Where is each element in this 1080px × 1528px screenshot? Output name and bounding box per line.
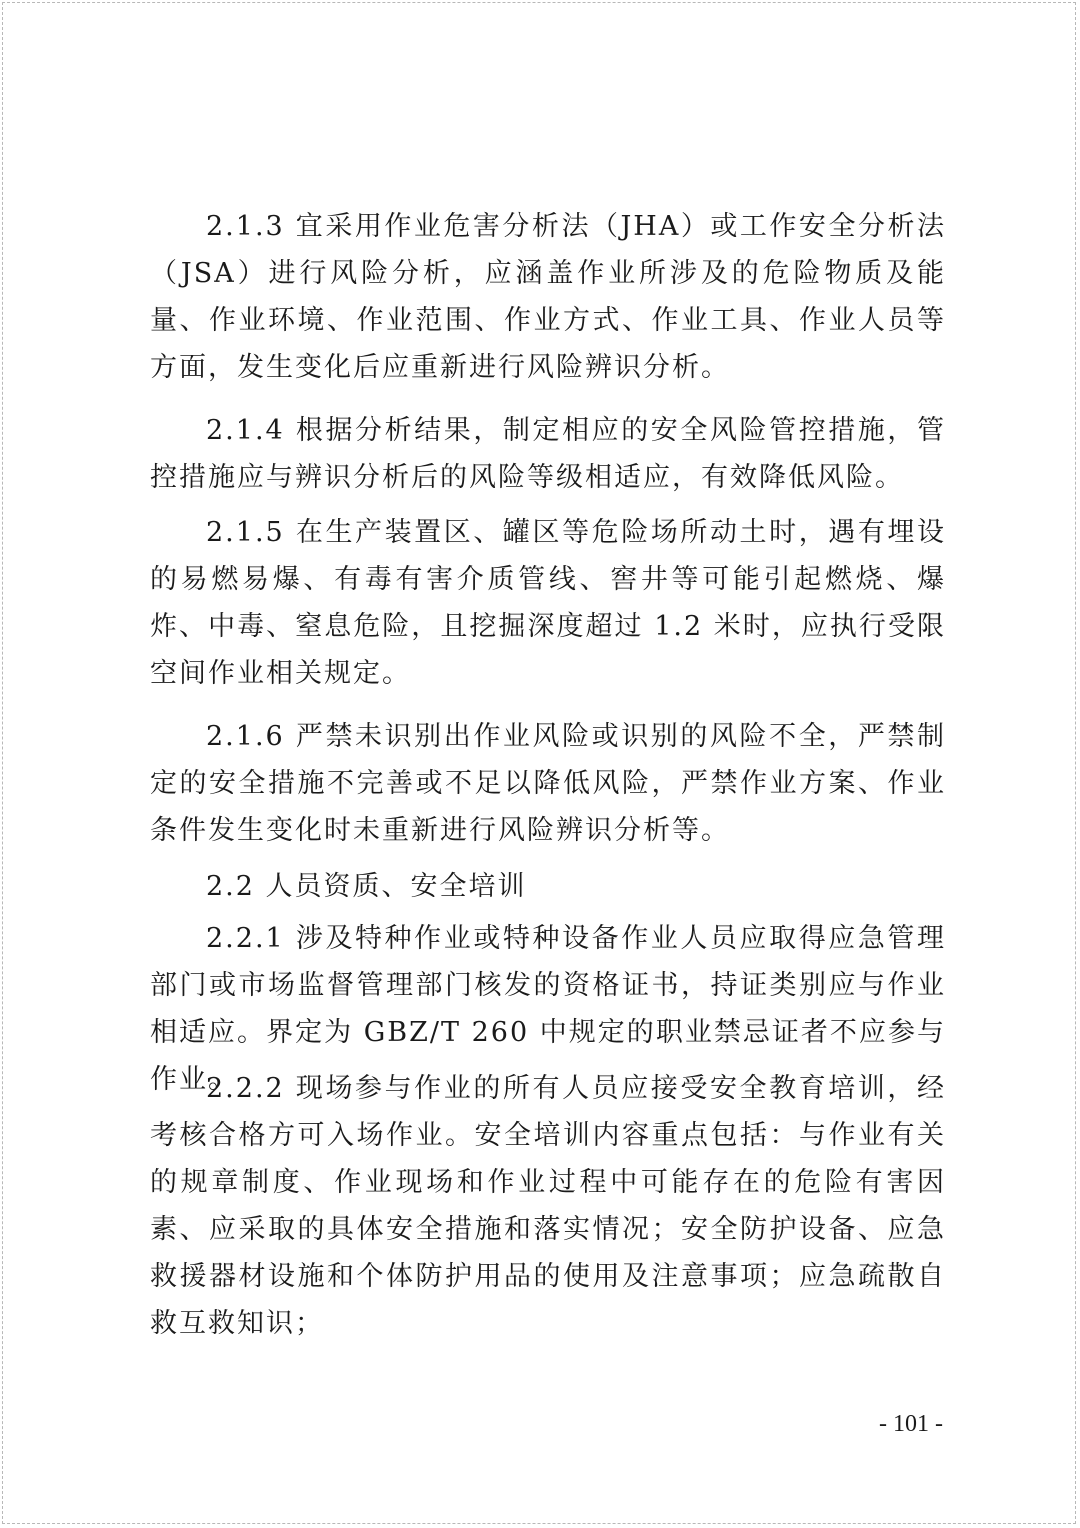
- paragraph-2-2-2: 2.2.2 现场参与作业的所有人员应接受安全教育培训，经考核合格方可入场作业。安全培训内容重点包括：与作业有关的规章制度、作业现场和作业过程中可能存在的危险有害因素、应采取的具体安全措施和落实情况；安全防护设备、应急救援器材设施和个体防护用品的使用及注意事项；应急疏散自救互救知识；: [150, 1073, 946, 1339]
- paragraph-2-1-3: 2.1.3 宜采用作业危害分析法（JHA）或工作安全分析法（JSA）进行风险分析，应涵盖作业所涉及的危险物质及能量、作业环境、作业范围、作业方式、作业工具、作业人员等方面，发生变化后应重新进行风险辨识分析。: [150, 211, 946, 383]
- page-number: - 101 -: [879, 1411, 943, 1437]
- paragraph-2-1-4: 2.1.4 根据分析结果，制定相应的安全风险管控措施，管控措施应与辨识分析后的风险等级相适应，有效降低风险。: [150, 415, 946, 493]
- paragraph-2-2-1: 2.2.1 涉及特种作业或特种设备作业人员应取得应急管理部门或市场监督管理部门核发的资格证书，持证类别应与作业相适应。界定为 GBZ/T 260 中规定的职业禁忌证者不应参与作业。: [150, 923, 946, 1095]
- section-heading-2-2: 2.2 人员资质、安全培训: [206, 871, 527, 902]
- page: [2, 2, 1076, 1524]
- paragraph-2-1-5: 2.1.5 在生产装置区、罐区等危险场所动土时，遇有埋设的易燃易爆、有毒有害介质管线、窖井等可能引起燃烧、爆炸、中毒、窒息危险，且挖掘深度超过 1.2 米时，应执行受限空间作业相关规定。: [150, 517, 946, 689]
- paragraph-2-1-6: 2.1.6 严禁未识别出作业风险或识别的风险不全，严禁制定的安全措施不完善或不足以降低风险，严禁作业方案、作业条件发生变化时未重新进行风险辨识分析等。: [150, 721, 946, 846]
